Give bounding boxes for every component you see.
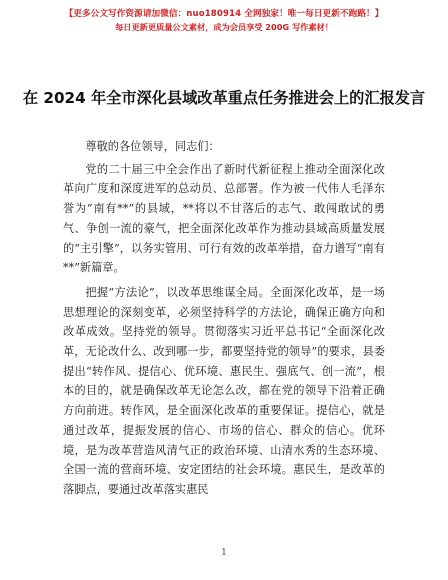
page-number: 1 [221,548,227,558]
document-body [63,137,385,505]
document-title: 在 2024 年全市深化县域改革重点任务推进会上的汇报发言 [22,89,426,107]
promo-banner-line-1: 【更多公文写作资源请加微信：nuo180914 全网独家！唯一每日更新不跑路！】 [64,9,384,19]
promo-banner-line-2: 每日更新更质量公文素材，成为会员享受 200G 写作素材！ [115,22,333,32]
body-paragraph-1: 党的二十届三中全会作出了新时代新征程上推动全面深化改革向广度和深度进军的总动员、总部署。作为被一代伟人毛泽东誉为“南有**”的县域，**将以不甘落后的志气、敢闯敢试的勇气、争创一流的豪气，把全面深化改革作为推动县域高质量发展的“主引擎”，以务实管用、可行有效的改革举措，奋力谱写“南有**”新篇章。 [63,162,385,275]
promo-banner [0,8,448,33]
body-paragraph-2: 把握“方法论”，以改革思维谋全局。全面深化改革，是一场思想理论的深刻变革，必须坚持科学的方法论，确保正确方向和改革成效。坚持党的领导。贯彻落实习近平总书记“全面深化改革，无论改什么、改到哪一步，都要坚持党的领导”的要求，县委提出“转作风、提信心、优环境、惠民生、强底气、创一流”，根本的目的，就是确保改革无论怎么改，都在党的领导下沿着正确方向前进。转作风，是全面深化改革的重要保证。提信心，就是通过改革，提振发展的信心、市场的信心、群众的信心。优环境，是为改革营造风清气正的政治环境、山清水秀的生态环境、全国一流的营商环境、安定团结的社会环境。惠民生，是改革的落脚点，要通过改革落实惠民 [63,285,385,496]
greeting: 尊敬的各位领导，同志们： [85,140,220,153]
